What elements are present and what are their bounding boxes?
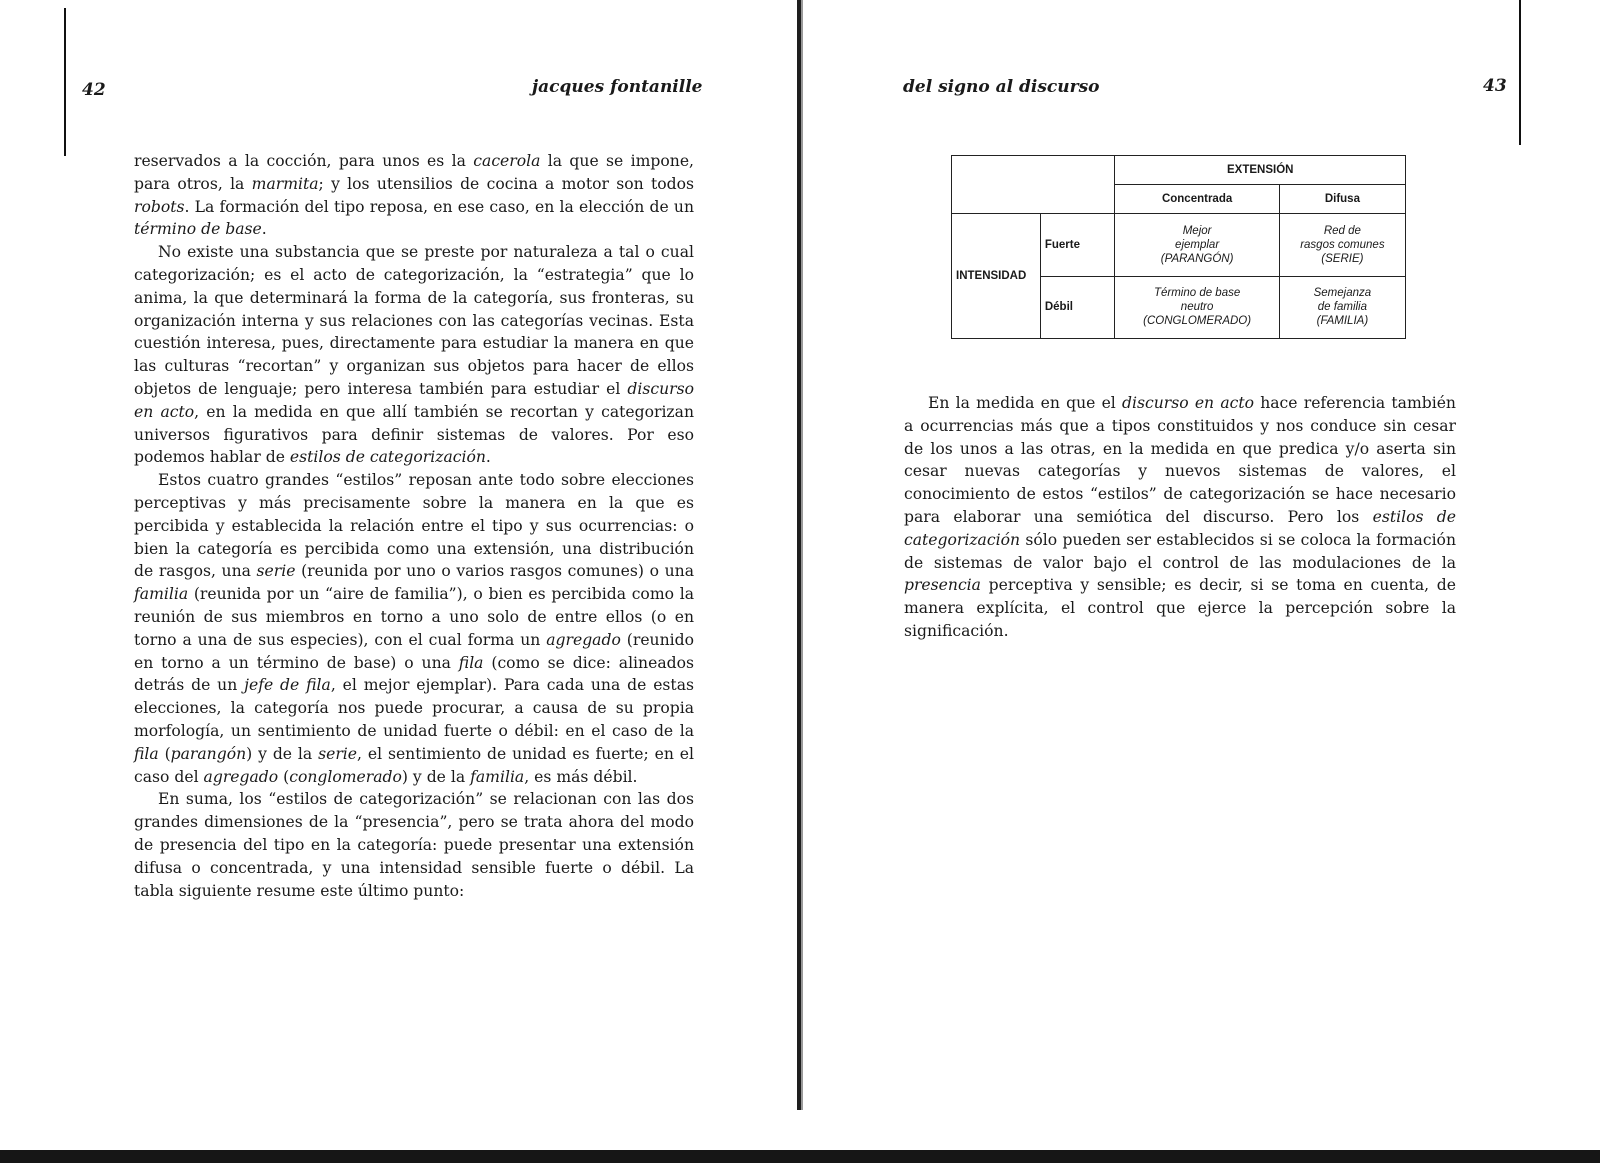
paragraph: [134, 150, 694, 241]
text-run: , el sentimiento de unidad es fuerte; en el caso del: [134, 744, 694, 786]
right-running-head: del signo al discurso: [903, 77, 1100, 97]
italic-run: marmita: [251, 174, 319, 193]
italic-run: discurso en acto: [1122, 394, 1254, 412]
text-run: (: [278, 767, 290, 786]
italic-run: parangón: [170, 744, 247, 763]
cell-fuerte-concentrada: [1115, 214, 1279, 276]
italic-run: estilos de categorización: [904, 507, 1457, 549]
text-run: (reunido en torno a un término de base) o una: [134, 630, 694, 672]
right-margin-line: [1519, 0, 1521, 145]
italic-run: agregado: [546, 630, 621, 649]
left-running-head: jacques fontanille: [532, 77, 703, 97]
cell-line: (SERIE): [1321, 252, 1364, 265]
left-page-number: 42: [82, 80, 106, 100]
header-extension: EXTENSIÓN: [1115, 156, 1406, 185]
italic-run: robots: [134, 197, 185, 216]
table-corner-cell: [952, 156, 1115, 214]
italic-run: serie: [318, 744, 357, 763]
row-fuerte: Fuerte: [1040, 214, 1115, 276]
italic-run: estilos de categorización: [289, 448, 486, 467]
italic-run: agregado: [203, 767, 279, 786]
text-run: , el mejor ejemplar). Para cada una de estas elecciones, la categoría nos puede procurar, a causa de su propia morfología, un sentimiento de unidad fuerte o débil: en el caso de la: [134, 676, 694, 740]
italic-run: conglomerado: [289, 767, 402, 786]
scan-bottom-edge: [0, 1150, 1600, 1163]
text-run: ; y los utensilios de cocina a motor son todos: [318, 174, 694, 193]
row-debil: Débil: [1040, 276, 1115, 338]
italic-run: cacerola: [473, 152, 541, 170]
cell-line: (PARANGÓN): [1160, 252, 1234, 265]
text-run: . La formación del tipo reposa, en ese caso, en la elección de un: [184, 197, 694, 216]
row-group-intensidad: INTENSIDAD: [952, 214, 1041, 339]
cell-line: neutro: [1180, 301, 1214, 314]
italic-run: familia: [470, 767, 525, 786]
text-run: hace referencia también a ocurrencias más que a tipos constituidos y nos conduce sin cesar de los unos a las otras, en la medida en que predica y/o aserta sin cesar nuevas categorías y nuevos sistemas de valores, el conocimiento de estos “estilos” de categorización se hace necesario para elaborar una semiótica del discurso. Pero los: [904, 394, 1456, 526]
paragraph: [904, 392, 1456, 643]
cell-line: de familia: [1317, 301, 1367, 314]
categorization-table: [951, 155, 1406, 339]
left-margin-line: [64, 8, 66, 156]
cell-fuerte-difusa: [1279, 214, 1405, 276]
right-body-text: [904, 392, 1456, 643]
cell-line: (FAMILIA): [1316, 315, 1369, 328]
cell-line: Término de base: [1153, 287, 1241, 300]
cell-line: rasgos comunes: [1300, 238, 1385, 251]
right-page-number: 43: [1483, 76, 1507, 96]
text-run: perceptiva y sensible; es decir, si se toma en cuenta, de manera explícita, el control que ejerce la percepción sobre la significación.: [904, 576, 1456, 640]
cell-line: (CONGLOMERADO): [1143, 315, 1252, 328]
text-run: Estos cuatro grandes “estilos” reposan ante todo sobre elecciones perceptivas y más precisamente sobre la manera en la que es percibida y establecida la relación entre el tipo y sus ocurrencias: o bien la categoría es percibida como una extensión, una distribución de rasgos, una: [134, 471, 694, 581]
text-run: (reunida por un “aire de familia”), o bien es percibida como la reunión de sus miembros en torno a uno solo de entre ellos (o en torno a una de sus especies), con el cual forma un: [134, 585, 694, 649]
text-run: reservados a la cocción, para unos es la: [134, 152, 474, 170]
paragraph: [134, 469, 694, 788]
left-body-text: [134, 150, 694, 902]
text-run: .: [485, 448, 491, 467]
header-concentrada: Concentrada: [1115, 185, 1279, 214]
italic-run: jefe de fila: [244, 676, 331, 695]
italic-run: presencia: [904, 576, 981, 595]
italic-run: serie: [256, 562, 296, 581]
italic-run: discurso en acto: [134, 379, 694, 421]
italic-run: familia: [134, 585, 189, 604]
text-run: En la medida en que el: [928, 394, 1123, 412]
text-run: En suma, los “estilos de categorización” se relacionan con las dos grandes dimensiones de la “presencia”, pero se trata ahora del modo de presencia del tipo en la categoría: puede presentar una extensión difusa o concentrada, y una intensidad sensible fuerte o débil. La tabla siguiente resume este último punto:: [134, 790, 694, 900]
text-run: (reunida por uno o varios rasgos comunes) o una: [295, 562, 694, 581]
cell-line: Mejor: [1182, 224, 1212, 237]
cell-debil-concentrada: [1115, 276, 1279, 338]
text-run: No existe una substancia que se preste por naturaleza a tal o cual categorización; es el acto de categorización, la “estrategia” que lo anima, la que determinará la forma de la categoría, sus fronteras, su organización interna y sus relaciones con las categorías vecinas. Esta cuestión interesa, pues, directamente para estudiar la manera en que las culturas “recortan” y organizan sus objetos para hacer de ellos objetos de lenguaje; pero interesa también para estudiar el: [134, 243, 694, 398]
italic-run: fila: [458, 653, 484, 672]
book-gutter-shadow: [801, 0, 803, 1110]
text-run: ) y de la: [246, 744, 319, 763]
paragraph: [134, 241, 694, 469]
text-run: .: [261, 220, 267, 239]
cell-debil-difusa: [1279, 276, 1405, 338]
cell-line: Red de: [1323, 224, 1361, 237]
italic-run: fila: [134, 744, 159, 763]
text-run: , en la medida en que allí también se recortan y categorizan universos figurativos para definir sistemas de valores. Por eso podemos hablar de: [134, 402, 694, 467]
text-run: sólo pueden ser establecidos si se coloca la formación de sistemas de valor bajo el control de las modulaciones de la: [904, 530, 1456, 572]
cell-line: ejemplar: [1175, 238, 1220, 251]
text-run: (como se dice: alineados detrás de un: [134, 653, 694, 695]
text-run: , es más débil.: [524, 767, 638, 786]
text-run: la que se impone, para otros, la: [134, 152, 694, 193]
text-run: ) y de la: [401, 767, 471, 786]
text-run: (: [158, 744, 171, 763]
paragraph: [134, 788, 694, 902]
cell-line: Semejanza: [1313, 287, 1372, 300]
header-difusa: Difusa: [1279, 185, 1405, 214]
italic-run: término de base: [134, 220, 262, 239]
